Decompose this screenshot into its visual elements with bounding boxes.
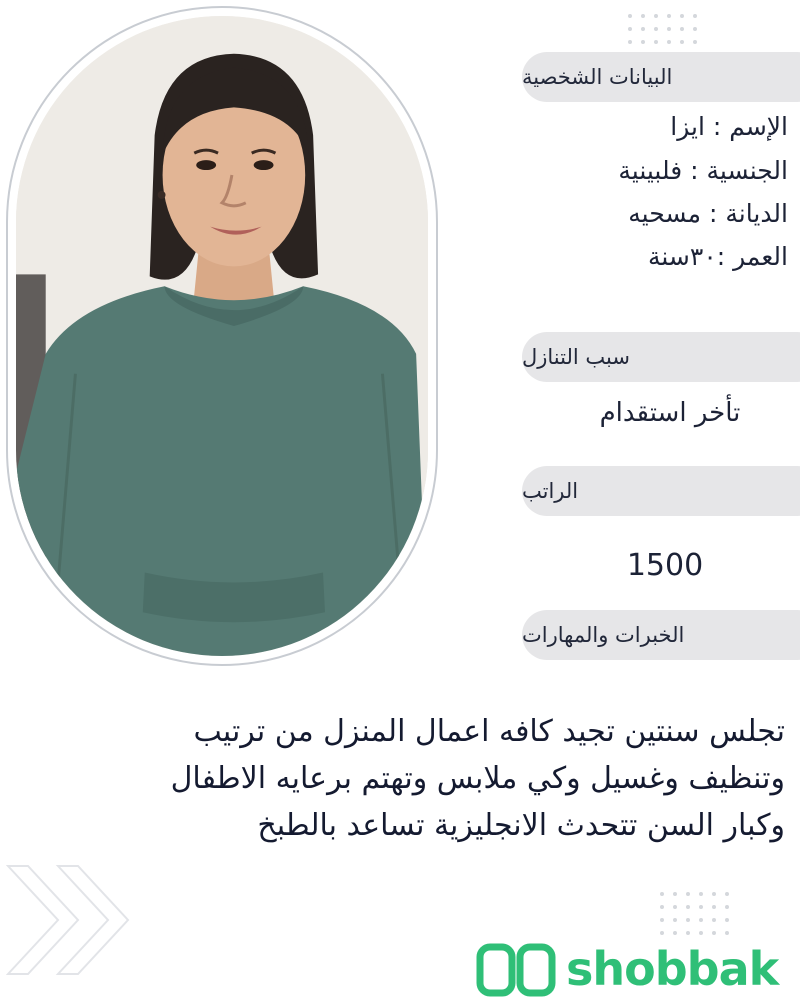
info-name: الإسم : ايزا xyxy=(670,112,788,141)
section-title: سبب التنازل xyxy=(522,345,630,369)
info-nationality: الجنسية : فلبينية xyxy=(618,156,788,185)
section-salary xyxy=(522,466,800,516)
section-skills xyxy=(522,610,800,660)
dot-pattern-top xyxy=(628,14,697,44)
shobbak-window-icon xyxy=(476,941,556,997)
info-age: العمر :٣٠سنة xyxy=(647,242,788,271)
shobbak-logo xyxy=(476,940,778,998)
section-title: الخبرات والمهارات xyxy=(522,623,685,647)
dot-pattern-bottom xyxy=(660,892,729,935)
info-religion: الديانة : مسحيه xyxy=(628,199,788,228)
section-title: البيانات الشخصية xyxy=(522,65,673,89)
salary-value: 1500 xyxy=(626,548,704,583)
profile-photo xyxy=(16,16,428,656)
skills-description xyxy=(40,708,785,849)
photo-frame xyxy=(6,6,438,666)
section-personal-info xyxy=(522,52,800,102)
logo-text: shobbak xyxy=(566,942,779,996)
person-illustration xyxy=(16,16,428,656)
section-title: الراتب xyxy=(522,479,579,503)
skills-line: وكبار السن تتحدث الانجليزية تساعد بالطبخ xyxy=(257,808,785,843)
chevrons-decoration xyxy=(6,860,136,980)
skills-line: وتنظيف وغسيل وكي ملابس وتهتم برعايه الاطفال xyxy=(170,761,785,796)
skills-line: تجلس سنتين تجيد كافه اعمال المنزل من ترتيب xyxy=(193,714,785,749)
section-release-reason xyxy=(522,332,800,382)
release-reason-value: تأخر استقدام xyxy=(599,398,741,428)
